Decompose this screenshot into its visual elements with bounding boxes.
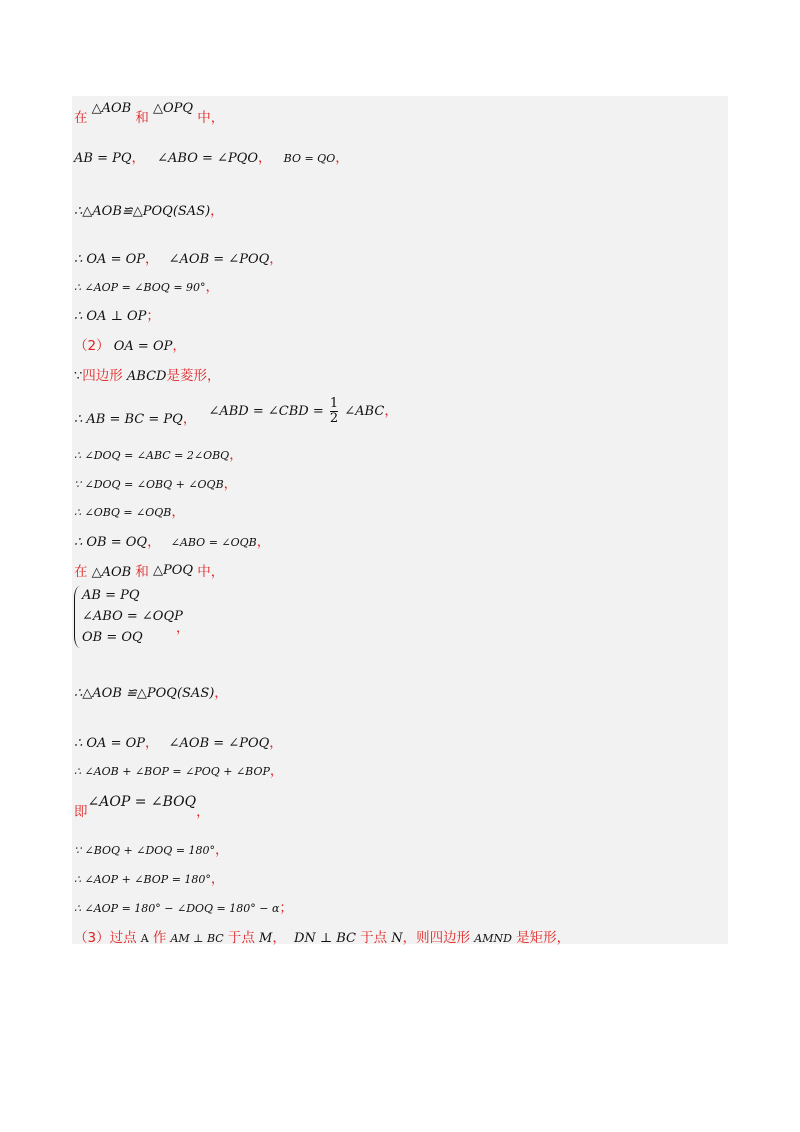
text-line-12: ∴ ∠OBQ = ∠OQB，	[74, 504, 185, 520]
text-line-15: ∴△AOB ≌△POQ(SAS)，	[74, 685, 228, 701]
text-line-1: 在 △AOB 和 △OPQ 中，	[74, 101, 225, 126]
text-line-16: ∴ OA = OP， ∠AOB = ∠POQ，	[74, 735, 283, 751]
text-line-7: （2） OA = OP，	[74, 338, 186, 354]
text-line-22: （3）过点 A 作 AM ⊥ BC 于点 M， DN ⊥ BC 于点 N，则四边形 AMND 是矩形，	[74, 930, 571, 946]
text-line-17: ∴ ∠AOB + ∠BOP = ∠POQ + ∠BOP，	[74, 763, 284, 779]
text-line-9: ∴ AB = BC = PQ， ∠ABD = ∠CBD = $\frac{1}{2}$ ∠ABC，	[74, 396, 398, 427]
text-line-4: ∴ OA = OP， ∠AOB = ∠POQ，	[74, 251, 283, 267]
text-line-19: ∵ ∠BOQ + ∠DOQ = 180°，	[74, 842, 229, 858]
text-line-13: ∴ OB = OQ， ∠ABO = ∠OQB，	[74, 534, 271, 550]
text-line-21: ∴ ∠AOP = 180° − ∠DOQ = 180° − α；	[74, 900, 293, 916]
left-brace	[74, 586, 81, 648]
text-line-2: AB = PQ， ∠ABO = ∠PQO， BO = QO，	[74, 150, 349, 166]
text-line-5: ∴ ∠AOP = ∠BOQ = 90°，	[74, 279, 220, 295]
text-line-20: ∴ ∠AOP + ∠BOP = 180°，	[74, 871, 225, 887]
solution-panel	[72, 96, 728, 944]
text-line-14: 在 △AOB 和 △POQ 中，	[74, 563, 225, 580]
text-line-10: ∴ ∠DOQ = ∠ABC = 2∠OBQ，	[74, 447, 243, 463]
text-line-6: ∴ OA ⊥ OP；	[74, 308, 160, 324]
text-line-18: 即∠AOP = ∠BOQ，	[74, 794, 210, 820]
text-line-11: ∵ ∠DOQ = ∠OBQ + ∠OQB，	[74, 476, 238, 492]
equation-system: AB = PQ ∠ABO = ∠OQP OB = OQ ，	[74, 586, 204, 648]
text-line-8: ∵四边形 ABCD是菱形，	[74, 368, 221, 384]
text-line-3: ∴△AOB≌△POQ(SAS)，	[74, 203, 224, 219]
fraction-one-half: $\frac{1}{2}$	[329, 396, 339, 426]
